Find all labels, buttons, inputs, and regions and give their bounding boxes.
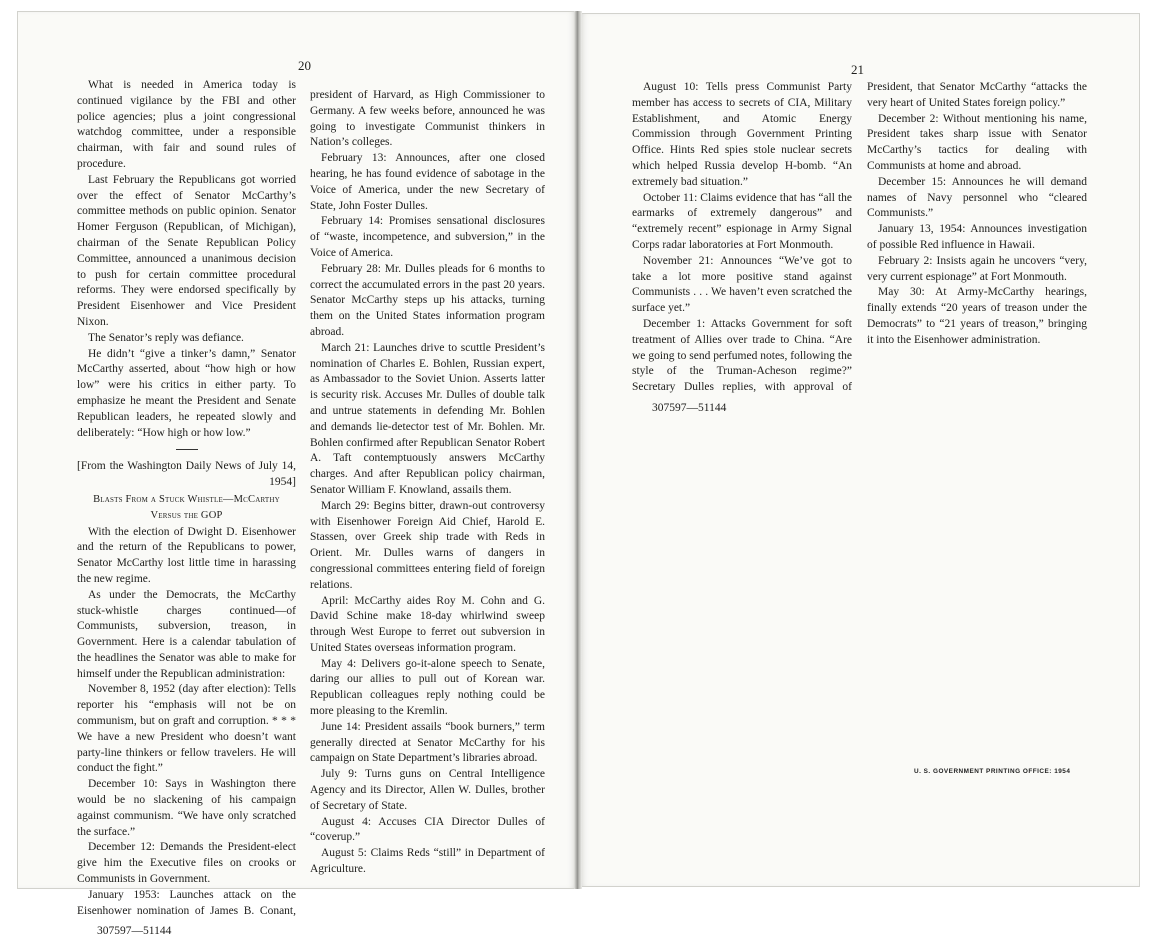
page-number: 21 (851, 62, 864, 77)
paragraph: May 30: At Army-McCarthy hearings, finally extends “20 years of treason under the Democrats” to “21 years of treason,” bringing it into the Eisenhower administration. (867, 286, 1087, 346)
paragraph: With the election of Dwight D. Eisenhower and the return of the Republicans to power, Senator McCarthy lost little time in harassing the new regime. (77, 525, 296, 585)
paragraph: November 21: Announces “We’ve got to take a lot more positive stand against Communists . . . We haven’t even scratched the surface yet.” (632, 254, 852, 315)
paragraph: January 1953: Launches attack on the Eisenhower nomination of James B. Conant, (77, 888, 296, 917)
paragraph: August 5: Claims Reds “still” in Department of Agriculture. (310, 847, 545, 876)
paragraph: December 15: Announces he will demand names of Navy personnel who “cleared Communists.” (867, 175, 1087, 220)
paragraph: April: McCarthy aides Roy M. Cohn and G. David Schine make 18-day whirlwind sweep through West Europe to ferret out subversion in United States overseas information program. (310, 594, 545, 654)
paragraph-continued: president of Harvard, as High Commissioner to Germany. A few weeks before, announced he was going to investigate Communist thinkers in Nation’s colleges. (310, 89, 545, 149)
text-column-page21-right (867, 80, 1087, 349)
paragraph: Last February the Republicans got worried over the effect of Senator McCarthy’s committee methods on public opinion. Senator Homer Ferguson (Republican, of Michigan), chairman of the Senate Republican Policy Committee, announced a unanimous decision to push for certain committee procedural reforms. They were endorsed specifically by President Eisenhower and Vice President Nixon. (77, 173, 296, 328)
paragraph: The Senator’s reply was defiance. (88, 331, 244, 344)
paragraph: February 14: Promises sensational disclosures of “waste, incompetence, and subversion,” in the Voice of America. (310, 215, 545, 259)
paragraph: December 2: Without mentioning his name, President takes sharp issue with Senator McCarthy’s tactics for dealing with Communists at home and abroad. (867, 112, 1087, 172)
print-code: 307597—51144 (97, 925, 172, 938)
paragraph: August 10: Tells press Communist Party member has access to secrets of CIA, Military Establishment, and Atomic Energy Commission through Government Printing Office. Hints Red spies stole nuclear secrets which helped Russia develop H-bomb. “An extremely bad situation.” (632, 81, 852, 188)
paragraph: December 10: Says in Washington there would be no slackening of his campaign against communism. “We have only scratched the surface.” (77, 778, 296, 838)
paragraph: March 21: Launches drive to scuttle President’s nomination of Charles E. Bohlen, Russian expert, as Ambassador to the Soviet Union. Asserts latter is security risk. Accuses Mr. Dulles of double talk and untrue statements in defending Mr. Bohlen and demands lie-detector test of Mr. Bohlen. Mr. Bohlen confirmed after Republican Senator Robert A. Taft contemptuously answers McCarthy charges. And after Republican policy chairman, Senator William F. Knowland, assails them. (310, 341, 545, 496)
print-code: 307597—51144 (652, 401, 727, 414)
paragraph: December 1: Attacks Government for soft treatment of Allies over trade to China. “Are we going to send perfumed notes, following the style of the Truman-Acheson regime?” Secretary Dulles replies, with approval of (632, 317, 852, 394)
paragraph: February 2: Insists again he uncovers “very, very current espionage” at Fort Monmouth. (867, 254, 1087, 283)
paragraph: October 11: Claims evidence that has “all the earmarks of extremely dangerous” and “extremely recent” espionage in Army Signal Corps radar laboratories at Fort Monmouth. (632, 191, 852, 251)
text-column-page20-right (310, 88, 545, 878)
text-column-page20-left (77, 78, 296, 940)
paragraph: He didn’t “give a tinker’s damn,” Senator McCarthy asserted, about “how high or how low” were his critics in either party. To emphasize he meant the President and Senate Republican leaders, he repeated slowly and deliberately: “How high or how low.” (77, 347, 296, 439)
paragraph: March 29: Begins bitter, drawn-out controversy with Eisenhower Foreign Aid Chief, Harold E. Stassen, over Greek ship trade with Reds in Orient. Mr. Dulles warns of dangers in congressional committees entering field of foreign relations. (310, 499, 545, 591)
paragraph: As under the Democrats, the McCarthy stuck-whistle charges continued—of Communists, subversion, treason, in Government. Here is a calendar tabulation of the headlines the Senator was able to make for himself under the Republican administration: (77, 588, 296, 680)
page-number: 20 (298, 58, 311, 73)
paragraph: June 14: President assails “book burners,” term generally directed at Senator McCarthy for his campaign on State Department’s libraries abroad. (310, 720, 545, 765)
paragraph: December 12: Demands the President-elect give him the Executive files on crooks or Communists in Government. (77, 841, 296, 886)
paragraph: January 13, 1954: Announces investigation of possible Red influence in Hawaii. (867, 223, 1087, 251)
printer-imprint: U. S. GOVERNMENT PRINTING OFFICE: 1954 (914, 768, 1071, 775)
article-headline: Blasts From a Stuck Whistle—McCarthy Versus the GOP (93, 493, 280, 521)
paragraph-continued: President, that Senator McCarthy “attacks the very heart of United States foreign policy.” (867, 81, 1087, 109)
paragraph: May 4: Delivers go-it-alone speech to Senate, daring our allies to pull out of Korean war. Republican colleagues reply nothing could be more pleasing to the Kremlin. (310, 657, 545, 718)
paragraph: November 8, 1952 (day after election): Tells reporter his “emphasis will not be on communism, but on graft and corruption. * * * We have a new President who doesn’t want party-line thinkers or fellow travelers. He will conduct the fight.” (77, 683, 296, 775)
paragraph: February 28: Mr. Dulles pleads for 6 months to correct the accumulated errors in the past 20 years. Senator McCarthy steps up his attacks, turning them on the United States information program abroad. (310, 262, 545, 338)
paragraph: August 4: Accuses CIA Director Dulles of “coverup.” (310, 815, 545, 844)
source-citation: [From the Washington Daily News of July 14, 1954] (77, 460, 296, 489)
paragraph: What is needed in America today is continued vigilance by the FBI and other police agencies; plus a joint congressional watchdog committee, under a responsible chairman, with fair and sound rules of procedure. (77, 79, 296, 170)
separator-rule (176, 449, 198, 450)
text-column-page21-left (632, 80, 852, 417)
book-gutter (574, 11, 582, 889)
paragraph: July 9: Turns guns on Central Intelligence Agency and its Director, Allen W. Dulles, brother of Secretary of State. (310, 768, 545, 812)
paragraph: February 13: Announces, after one closed hearing, he has found evidence of sabotage in the Voice of America, under the new Secretary of State, John Foster Dulles. (310, 152, 545, 212)
